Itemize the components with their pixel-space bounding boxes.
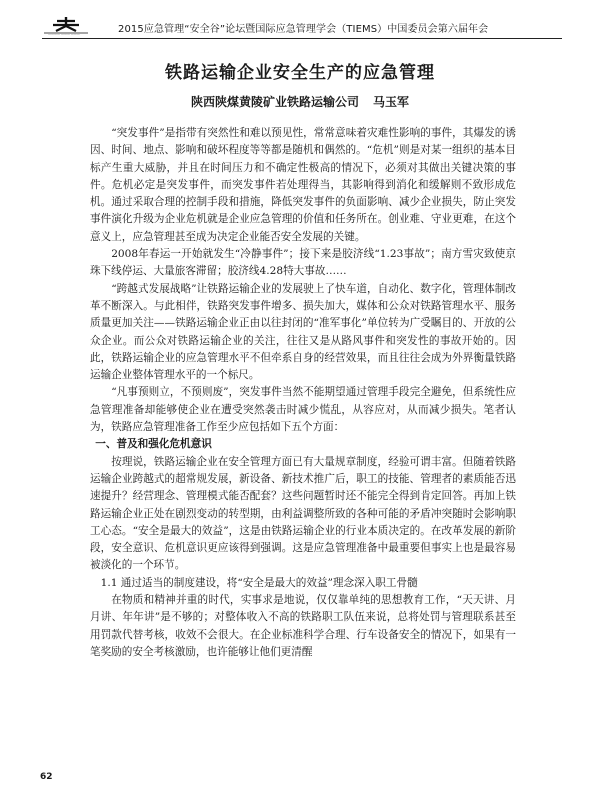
running-header bbox=[42, 16, 562, 39]
article-title: 铁路运输企业安全生产的应急管理 bbox=[165, 63, 435, 83]
subsection-heading: 1.1 通过适当的制度建设，将“安全是最大的效益”理念深入职工骨髓 bbox=[100, 576, 418, 589]
running-head-text: 2015应急管理“安全谷”论坛暨国际应急管理学会（TIEMS）中国委员会第六届年会 bbox=[118, 24, 489, 35]
author-affiliation: 陕西陕煤黄陵矿业铁路运输公司 bbox=[190, 95, 359, 109]
body-paragraph: “凡事预则立，不预则废”，突发事件当然不能期望通过管理手段完全避免，但系统性应急管理准备却能够使企业在遭受突然袭击时减少慌乱，从容应对，从而减少损失。笔者认为，铁路应急管理准备工作至少应包括如下五个方面： bbox=[90, 386, 516, 434]
logo-caption: ———— ——— ——— bbox=[48, 32, 80, 36]
author-name: 马玉军 bbox=[373, 95, 410, 109]
body-paragraph: 按理说，铁路运输企业在安全管理方面已有大量规章制度，经验可谓丰富。但随着铁路运输企业跨越式的超常规发展，新设备、新技术推广后，职工的技能、管理者的素质能否迅速提升？经营理念、管理模式能否配套？这些问题暂时还不能完全得到肯定回答。再加上铁路运输企业正处在剧烈变动的转型期，由利益调整所致的各种可能的矛盾冲突随时会影响职工心态。“安全是最大的效益”，这是由铁路运输企业的行业本质决定的。在改革发展的新阶段，安全意识、危机意识更应该得到强调。这是应急管理准备中最重要但事实上也是最容易被淡化的一个环节。 bbox=[90, 455, 516, 572]
body-paragraph: 2008年春运一开始就发生“冷静事件”；接下来是胶济线“1.23事故”；南方雪灾致使京珠下线停运、大量旅客滞留；胶济线4.28特大事故…… bbox=[90, 248, 516, 278]
section-heading: 一、普及和强化危机意识 bbox=[95, 438, 212, 451]
page-number: 62 bbox=[40, 772, 53, 782]
article-body bbox=[90, 125, 516, 661]
body-paragraph: “跨越式发展战略”让铁路运输企业的发展驶上了快车道，自动化、数字化，管理体制改革不断深入。与此相伴，铁路突发事件增多、损失加大，媒体和公众对铁路管理水平、服务质量更加关注——铁路运输企业正由以往封闭的“准军事化”单位转为广受瞩目的、开放的公众企业。而公众对铁路运输企业的关注，往往又是从路风事件和突发性的事故开始的。因此，铁路运输企业的应急管理水平不但牵系自身的经营效果，而且往往会成为外界衡量铁路运输企业整体管理水平的一个标尺。 bbox=[90, 282, 516, 382]
body-paragraph: 在物质和精神并重的时代，实事求是地说，仅仅靠单纯的思想教育工作，“天天讲、月月讲、年年讲”是不够的；对整体收入不高的铁路职工队伍来说，总将处罚与管理联系甚至用罚款代替考核，收效不会很大。在企业标准科学合理、行车设备安全的情况下，如果有一笔奖励的安全考核激励，也许能够让他们更清醒 bbox=[90, 594, 516, 658]
body-paragraph: “突发事件”是指带有突然性和难以预见性，常常意味着灾难性影响的事件，其爆发的诱因、时间、地点、影响和破坏程度等等都是随机和偶然的。“危机”则是对某一组织的基本目标产生重大威胁，并且在时间压力和不确定性极高的情况下，必须对其做出关键决策的事件。危机必定是突发事件，而突发事件若处理得当，其影响得到消化和缓解则不致形成危机。通过采取合理的控制手段和措施，降低突发事件的负面影响、减少企业损失，防止突发事件演化升级为企业危机就是企业应急管理的价值和任务所在。创业难、守业更难，在这个意义上，应急管理甚至成为决定企业能否安全发展的关键。 bbox=[90, 127, 516, 243]
author-line bbox=[0, 93, 600, 110]
